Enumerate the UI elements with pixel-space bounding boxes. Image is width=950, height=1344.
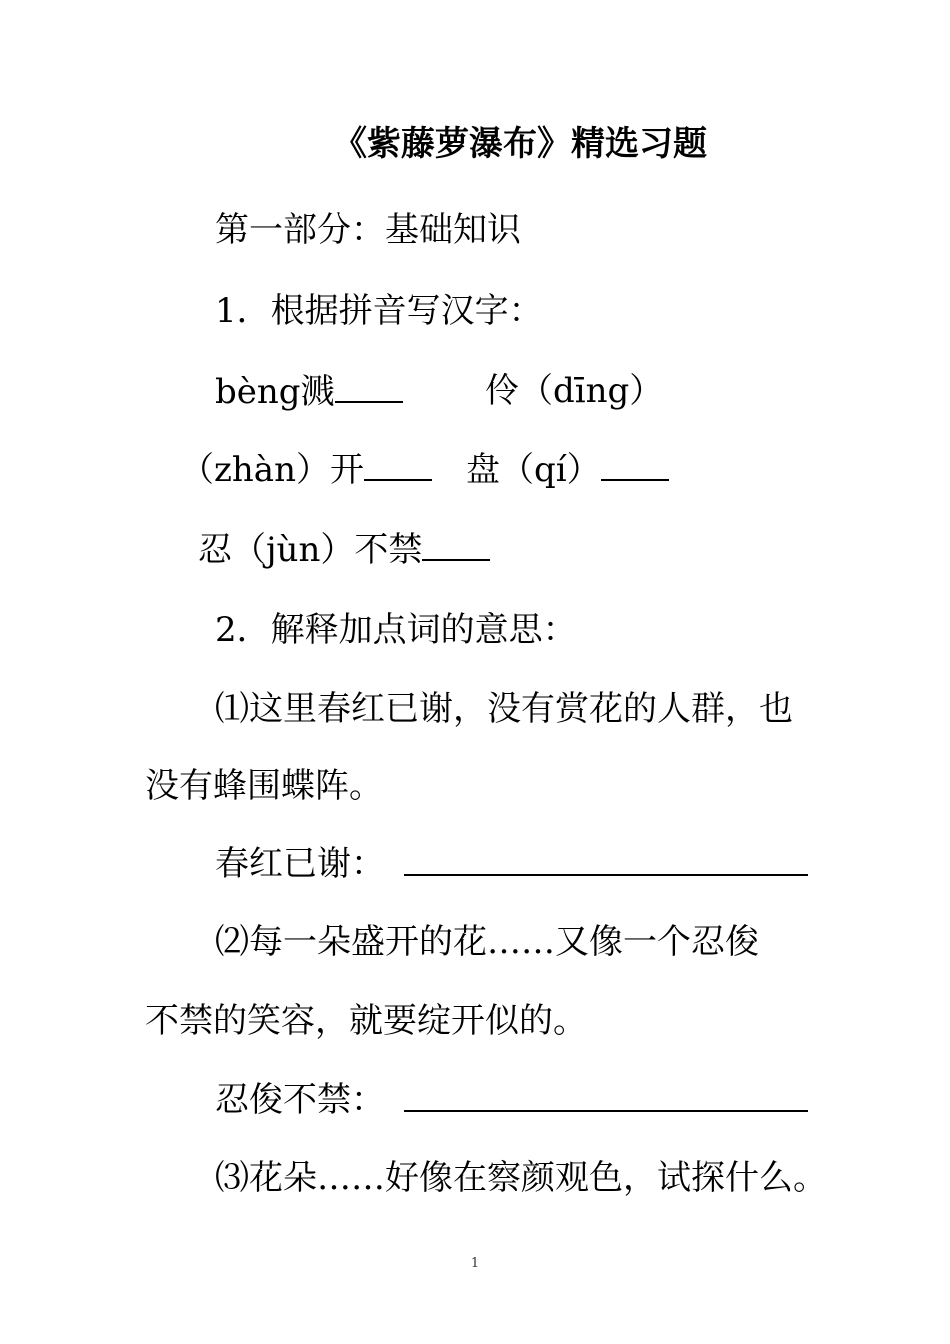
answer-blank[interactable] — [364, 449, 432, 481]
pinyin-item-2: 伶（dīng） — [485, 371, 664, 411]
answer-blank[interactable] — [422, 529, 490, 561]
section-heading: 第一部分：基础知识 — [215, 210, 521, 250]
pinyin-item-3 — [180, 449, 432, 490]
question-2-prompt: 2．解释加点词的意思： — [215, 610, 577, 650]
pinyin-item-5-text: 忍（jùn）不禁 — [198, 530, 423, 570]
pinyin-item-4 — [466, 449, 669, 490]
pinyin-item-5 — [198, 529, 490, 570]
pinyin-item-1 — [215, 371, 403, 412]
pinyin-item-4-text: 盘（qí） — [466, 450, 601, 490]
answer-blank[interactable] — [335, 371, 403, 403]
question-1-prompt: 1．根据拼音写汉字： — [215, 291, 543, 331]
term-2-label: 忍俊不禁： — [215, 1080, 385, 1120]
term-1-label: 春红已谢： — [215, 844, 385, 884]
pinyin-item-1-text: bèng溅 — [215, 372, 335, 412]
sentence-2-line-2: 不禁的笑容，就要绽开似的。 — [145, 1001, 587, 1041]
page-number: 1 — [470, 1256, 480, 1271]
sentence-1-line-2: 没有蜂围蝶阵。 — [145, 766, 383, 806]
sentence-3-line-1: ⑶花朵……好像在察颜观色，试探什么。 — [215, 1158, 827, 1198]
term-2-answer-line[interactable] — [404, 1080, 808, 1121]
answer-blank[interactable] — [601, 449, 669, 481]
term-1-answer-line[interactable] — [404, 844, 808, 885]
pinyin-item-3-text: （zhàn）开 — [180, 450, 364, 490]
answer-blank[interactable] — [404, 1080, 808, 1112]
page-title: 《紫藤萝瀑布》精选习题 — [333, 124, 707, 164]
sentence-1-line-1: ⑴这里春红已谢，没有赏花的人群，也 — [215, 689, 793, 729]
sentence-2-line-1: ⑵每一朵盛开的花……又像一个忍俊 — [215, 922, 759, 962]
answer-blank[interactable] — [404, 844, 808, 876]
